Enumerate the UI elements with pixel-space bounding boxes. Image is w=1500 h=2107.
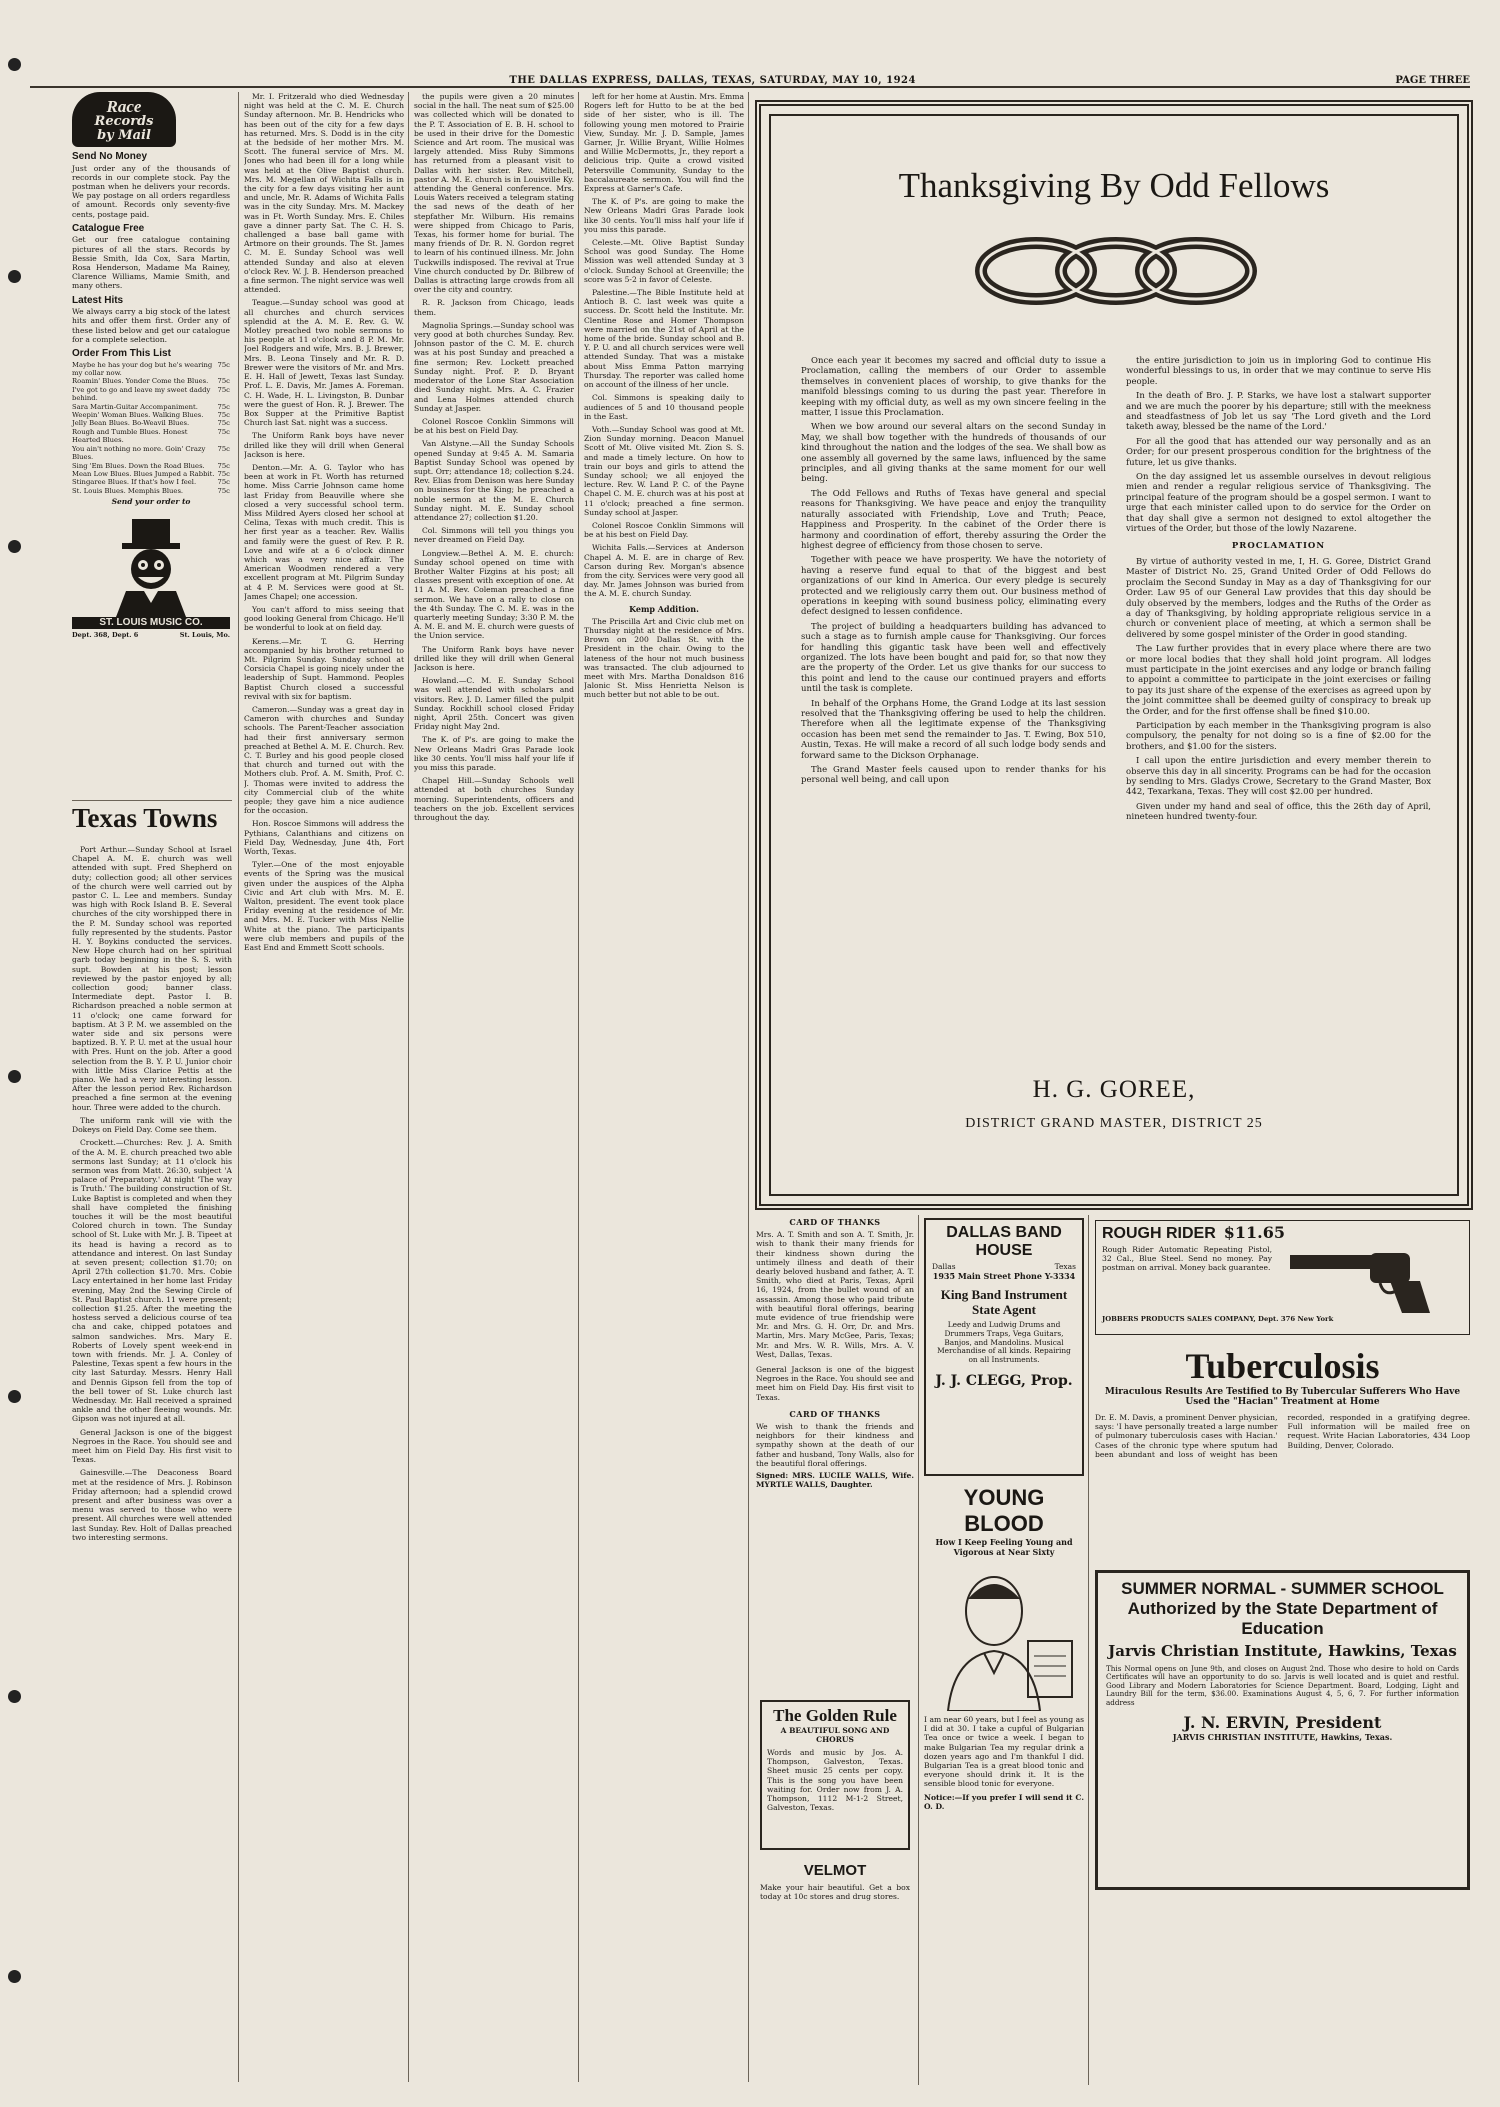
ad-subtitle: A BEAUTIFUL SONG AND CHORUS	[780, 1726, 890, 1744]
town-report-voth: Voth.—Sunday School was good at Mt. Zion Sunday morning. Deacon Manuel Scott of Mt. Olive visited Mt. Zion S. S. and made a timely lecture. On how to train our boys and girls to attend the Sunday school; we all enjoyed the lecture. Rev. W. Land P. C. of the Payne Chapel C. M. E. church was at his post at 11 o'clock; preached a fine sermon. Sunday school at Jasper.	[584, 424, 744, 517]
proclamation-paragraph: the entire jurisdiction to join us in imploring God to continue His wonderful blessings to us, in order that we may continue to serve His people.	[1126, 356, 1431, 387]
proclamation-paragraph: On the day assigned let us assemble ourselves in devout religious mien and render a regular religious service of Thanksgiving. The principal feature of the program should be a gospel sermon. I want to urge that each minister called upon to do service for the Order on that day shall give a sermon not designed to extol altogether the virtues of the Order, but those of the lowly Nazarene.	[1126, 472, 1431, 535]
proclamation-paragraph: In the death of Bro. J. P. Starks, we have lost a stalwart supporter and we are much the poorer by his departure; still with the meekness and steadfastness of Job let us say 'The Lord giveth and the Lord taketh away, blessed be the name of the Lord.'	[1126, 391, 1431, 433]
band-location	[932, 1262, 1076, 1271]
filler-notice: Col. Simmons is speaking daily to audiences of 5 and 10 thousand people in the East.	[584, 393, 744, 421]
texas-towns-heading: Texas Towns	[72, 803, 218, 833]
town-report-kerens: Kerens.—Mr. T. G. Herring accompanied by his brother returned to Mt. Pilgrim Sunday. Sunday school at Corsicia Chapel is going nicely under the leadership of Supt. Hammond. Peoples Baptist Church closed a successful revival with six for baptism.	[244, 636, 404, 701]
logo-text: Race	[106, 97, 142, 116]
song-price: 75c	[217, 444, 230, 453]
velmot-ad	[760, 1862, 910, 1962]
list-item	[72, 361, 230, 378]
logo-text: Records	[94, 114, 154, 129]
filler-notice: The uniform rank will vie with the Dokeys on Field Day. Come see them.	[72, 1115, 232, 1135]
ad-title: The Golden Rule	[773, 1706, 897, 1725]
song-title: You ain't nothing no more. Goin' Crazy Blues.	[72, 444, 206, 462]
column-rule	[578, 92, 579, 2082]
song-price: 75c	[217, 377, 230, 386]
proclamation-title: Thanksgiving By Odd Fellows	[898, 166, 1330, 205]
news-column-2	[244, 92, 404, 2087]
race-records-logo	[72, 92, 176, 147]
column-rule	[918, 1215, 919, 2085]
rough-rider-header	[1096, 1221, 1469, 1245]
catalogue-text: Get our free catalogue containing pictures of all the stars. Records by Bessie Smith, Ida Cox, Sara Martin, Rosa Henderson, Madame Ma Rainey, Clarence Williams, Mamie Smith, and many others.	[72, 235, 230, 291]
company-dept: Dept. 368, Dept. 6	[72, 631, 139, 640]
young-blood-ad	[924, 1485, 1084, 1965]
filler-notice: The Uniform Rank boys have never drilled like they will drill when General Jackson is here.	[244, 431, 404, 459]
town-report-cameron: Cameron.—Sunday was a great day in Cameron with churches and Sunday schools. The Parent-Teacher association had their first anniversary sermon preached at Bethel A. M. E. Church. Rev. C. T. Burley and his good people closed that church and turned out with the Mothers club. Prof. A. M. Smith, Prof. C. J. Thomas were invited to address the city Commercial club of the white people; they gave him a nice audience for the occasion.	[244, 705, 404, 816]
song-title: Maybe he has your dog but he's wearing my collar now.	[72, 360, 213, 378]
town-report-teague: Teague.—Sunday school was good at all churches and church services splendid at the A. M. E. Rev. G. W. Motley preached two noble sermons to his people at 11 o'clock and 8 P. M. Mr. Joel Rodgers and wife, Mrs. B. J. Brewer, Mrs. B. Leona Tinsely and Mr. R. D. Brewer were the visitors of Mr. and Mrs. E. H. Hall of Jewett, Texas last Sunday. Prof. L. E. Davis, Mr. James A. Foreman. C. H. Wade, H. L. Livingston, B. Dunbar were the guest of Hon. R. J. Brewer. The Box Supper at the Primitive Baptist Church last Sat. night was a success.	[244, 298, 404, 428]
song-title: Jelly Bean Blues. Bo-Weavil Blues.	[72, 419, 190, 428]
list-item	[72, 377, 230, 385]
column-rule	[238, 92, 239, 2082]
proclamation-paragraph: Participation by each member in the Thanksgiving program is also compulsory, the penalty for not doing so is a fine of $2.00 for the brothers, and $1.00 for the sisters.	[1126, 721, 1431, 752]
town-report-longview: Longview.—Bethel A. M. E. church: Sunday school opened on time with Brother Walter Fizgins at his post; all classes present with exception of one. At 11 A. M. Rev. Coleman preached a fine sermon. We have on a rally to close on the 4th Sunday. The C. M. E. was in the quarterly meeting Sunday; 3:30 P. M. the A. M. E. and M. E. church were guests of the Union service.	[414, 548, 574, 641]
filler-notice: Colonel Roscoe Conklin Simmons will be at his best on Field Day.	[414, 416, 574, 436]
send-no-money-heading: Send No Money	[72, 151, 148, 162]
song-title: I've got to go and leave my sweet daddy behind.	[72, 385, 211, 403]
song-price: 75c	[217, 486, 230, 495]
race-intro: Just order any of the thousands of records in our complete stock. Pay the postman when he delivers your records. We pay postage on all orders regardless of amount. Records only seventy-five cents, postage paid.	[72, 163, 230, 219]
ad-text: Dr. E. M. Davis, a prominent Denver physician, says: 'I have personally treated a large number of pulmonary tuberculosis cases with Hacian.' Cases of the chronic type where sputum had been abundant and loss of weight has been recorded, responded in a gratifying degree. Full information will be mailed free on request. Write Hacian Laboratories, 434 Loop Building, Denver, Colorado.	[1095, 1413, 1470, 1459]
binder-holes	[6, 0, 26, 2107]
song-title: Rough and Tumble Blues. Honest Hearted Blues.	[72, 427, 188, 445]
ad-subtitle: Miraculous Results Are Testified to By Tubercular Sufferers Who Have Used the "Hacian" Treatment at Home	[1104, 1387, 1461, 1407]
masthead-title: THE DALLAS EXPRESS, DALLAS, TEXAS, SATURDAY, MAY 10, 1924	[509, 75, 916, 86]
song-price: 75c	[217, 461, 230, 470]
list-item	[72, 419, 230, 427]
list-item	[72, 445, 230, 462]
tuberculosis-ad	[1095, 1345, 1470, 1560]
ad-title: Tuberculosis	[1185, 1346, 1380, 1386]
catalogue-heading: Catalogue Free	[72, 222, 145, 234]
song-title: St. Louis Blues. Memphis Blues.	[72, 486, 184, 495]
card-of-thanks-smith	[756, 1218, 914, 1688]
song-price: 75c	[217, 419, 230, 428]
list-item	[72, 403, 230, 411]
song-price: 75c	[217, 402, 230, 411]
signer-name: H. G. GOREE,	[1032, 1076, 1196, 1103]
song-price: 75c	[217, 478, 230, 487]
binder-hole	[8, 540, 21, 553]
list-item	[72, 411, 230, 419]
filler-notice: You can't afford to miss seeing that good looking General from Chicago. He'll be wonderful to look at on field day.	[244, 604, 404, 633]
town-report-palestine: Palestine.—The Bible Institute held at Antioch B. C. last week was quite a success. Dr. Scott held the Institute. Mr. Clentine Rose and Homer Thompson were married on the 21st of April at the home of the bride. Sunday school and B. Y. P. U. and all church services were well attended Sunday. That was a mistake about Miss Emma Patton marrying Thursday. The reporter was called home on account of the illness of her uncle.	[584, 288, 744, 390]
ad-text: This Normal opens on June 9th, and closes on August 2nd. Those who desire to hold on Cards Certificates will have an opportunity to do so. Jarvis is well located and is quiet and restful. Good Library and Modern Laboratories for Science Department. Board, Lodging, Light and Laundry Bill for the term, $36.00. Examinations August 4, 5, 6, 7. For further information address	[1106, 1664, 1459, 1707]
revolver-icon	[1280, 1245, 1450, 1315]
race-records-ad	[72, 92, 230, 812]
ad-text: Make your hair beautiful. Get a box today at 10c stores and drug stores.	[760, 1883, 910, 1902]
proclamation-paragraph: The project of building a headquarters building has advanced to such a stage as to furnish ample cause for Thanksgiving. Our forces for handling this gigantic task have been well and effectively organized. The lots have been bought and paid for, so that now they are the property of the Order. Let us give thanks for our success to this point and lend to the cause our continued prayers and efforts until the task is complete.	[801, 621, 1106, 695]
song-title: Mean Low Blues. Blues Jumped a Rabbit.	[72, 469, 215, 478]
mascot-figure-icon	[96, 517, 206, 617]
list-item	[72, 428, 230, 445]
logo-text: by Mail	[97, 128, 151, 143]
list-item	[72, 462, 230, 470]
filler-notice: General Jackson is one of the biggest Negroes in the Race. You should see and meet him on Field Day. His first visit to Texas.	[72, 1427, 232, 1465]
latest-hits-heading: Latest Hits	[72, 294, 124, 306]
song-price: 75c	[217, 469, 230, 478]
binder-hole	[8, 1070, 21, 1083]
town-report-denton: Denton.—Mr. A. G. Taylor who has been at work in Ft. Worth has returned home. Miss Carrie Johnson came home last Friday from Beauville where she closed a very successful school term. Miss Mildred Ayers closed her school at Celina, Texas with much credit. This is her first year as a teacher. Rev. Wallis and family were the guest of Rev. P. R. Love and wife at a 6 o'clock dinner which was a very nice affair. The American Woodmen rendered a very excellent program at Mt. Pilgrim Sunday at 4 P. M. Services were good at St. James Chapel; one accession.	[244, 462, 404, 601]
order-list-heading: Order From This List	[72, 348, 171, 360]
town-report-wichita-falls: Wichita Falls.—Services at Anderson Chapel A. M. E. are in charge of Rev. Carson during Rev. Morgan's absence from the city. Services were very good all day. Mr. James Johnson was buried from the A. M. E. church Sunday.	[584, 543, 744, 599]
list-item	[72, 478, 230, 486]
town-report-gainesville: Gainesville.—The Deaconess Board met at the residence of Mrs. J. Robinson Friday afternoon; had a splendid crowd present and after business was over a menu was served to those who were present. All churches were well attended last Sunday. Rev. Holt of Dallas preached two interesting sermons.	[72, 1468, 232, 1542]
ad-title: SUMMER NORMAL - SUMMER SCHOOL	[1121, 1579, 1444, 1598]
band-city: Dallas	[932, 1262, 956, 1271]
filler-notice: Hon. Roscoe Simmons will address the Pythians, Calanthians and citizens on Field Day, Wednesday, June 4th, Fort Worth, Texas.	[244, 819, 404, 857]
binder-hole	[8, 1970, 21, 1983]
ad-subtitle: How I Keep Feeling Young and Vigorous at Near Sixty	[935, 1537, 1073, 1557]
ad-title: ROUGH RIDER	[1102, 1225, 1216, 1242]
song-price: 75c	[217, 411, 230, 420]
song-title: Weepin' Woman Blues. Walking Blues.	[72, 411, 204, 420]
proclamation-paragraph: When we bow around our several altars on the second Sunday in May, we shall bow together with the hundreds of thousands of our kind throughout the nation and the lodges of the sea. We shall bow as one assembly all governed by the same laws, influenced by the same principles, and all giving thanks at the same moment for our well being.	[801, 422, 1106, 485]
rough-rider-ad	[1095, 1220, 1470, 1335]
town-report-port-arthur: Port Arthur.—Sunday School at Israel Chapel A. M. E. church was well attended with supt. Fred Shepherd on duty; collection good; all other services of the church were well carried out by pastor C. L. Lee and members. Sunday was high with Rock Island B. E. Several churches of the city worshipped there in the P. M. Sunday school was reported fully represented by the students. Pastor H. Y. Boykins conducted the services. New Hope church had on her spiritual garb today beginning in the S. S. with supt. Bowden at his post; lesson reviewed by the pastor enjoyed by all; collection good; banner class. Intermediate dept. Pastor I. B. Richardson preached a noble sermon at 11 o'clock; one came forward for baptism. At 3 P. M. we assembled on the water side and six persons were baptized. B. Y. P. U. met at the usual hour with Pres. Hunt on the job. After a good selection from the B. Y. P. U. Junior choir with little Miss Clarice Pettis at the piano. We had a very interesting lesson. After the lesson period Rev. Richardson preached a fine sermon at the evening hour. Three were added to the church.	[72, 845, 232, 1112]
rough-rider-body	[1096, 1245, 1469, 1315]
thanksgiving-proclamation-box	[755, 100, 1473, 1210]
proclamation-paragraph: Once each year it becomes my sacred and official duty to issue a Proclamation, calling the members of our Order to assemble themselves in convenient places of worship, to give thanks for the manifold blessings coming to us during the past year. Therefore in keeping with my official duty, as well as my own sincere feeling in the matter, I issue this Proclamation.	[801, 356, 1106, 419]
texas-towns-column	[72, 845, 232, 2090]
card-signed: Signed: MRS. LUCILE WALLS, Wife. MYRTLE WALLS, Daughter.	[756, 1471, 914, 1490]
song-title: Sing 'Em Blues. Down the Road Blues.	[72, 461, 205, 470]
company-city: St. Louis, Mo.	[179, 631, 230, 640]
band-address: 1935 Main Street Phone Y-3334	[932, 1271, 1076, 1281]
ad-title: YOUNG BLOOD	[963, 1485, 1045, 1536]
ad-text: Rough Rider Automatic Repeating Pistol, 32 Cal., Blue Steel. Send no money. Pay postman on arrival. Money back guarantee.	[1102, 1245, 1272, 1273]
kemp-addition-heading: Kemp Addition.	[629, 603, 699, 614]
proclamation-paragraph: For all the good that has attended our way personally and as an Order; for our present prosperous condition for the brightness of the future, let us give thanks.	[1126, 436, 1431, 468]
town-report-chapel-hill: Chapel Hill.—Sunday Schools well attended at both churches Sunday morning. Superintendents, officers and teachers on the job. Excellent services throughout the day.	[414, 776, 574, 823]
dallas-band-house-ad	[924, 1218, 1084, 1476]
latest-hits-text: We always carry a big stock of the latest hits and offer them first. Order any of these listed below and get our catalogue for a complete selection.	[72, 307, 230, 344]
ad-subtitle: Authorized by the State Department of Education	[1127, 1599, 1438, 1638]
news-paragraph: the pupils were given a 20 minutes social in the hall. The neat sum of $25.00 was collected which will be donated to the P. T. Association of E. B. H. school to be used in their drive for the Domestic Science and Art room. The musical was largely attended. Miss Ruby Simmons has returned from a pleasant visit to Dallas with her sister. Rev. Mitchell, pastor A. M. E. church is in Louisville Ky. attending the General conference. Mrs. Louis Waters received a telegram stating the sad news of the death of her stepfather Mr. Wilburn. His remains were shipped from Chicago to Paris, Texas, his former home for burial. The many friends of Dr. R. N. Gordon regret to learn of his continued illness. Mr. John Tuckwills indisposed. The revival at True Vine church conducted by Dr. Bilbrew of Dallas is attracting large crowds from all over the city and country.	[414, 92, 574, 295]
song-price: 75c	[217, 360, 230, 369]
school-address: JARVIS CHRISTIAN INSTITUTE, Hawkins, Texas.	[1172, 1732, 1393, 1743]
binder-hole	[8, 1690, 21, 1703]
company-address	[72, 631, 230, 640]
list-item	[72, 470, 230, 478]
town-report-crockett: Crockett.—Churches: Rev. J. A. Smith of the A. M. E. church preached two able sermons last Sunday; at 11 o'clock his sermon was from Matt. 26:30, subject 'A palace of Preparatory.' At night 'The way is Truth.' The building construction of St. Luke Baptist is completed and when they shall have completed the finishing touches it will be the most beautiful Colored church in town. The Sunday school of St. Luke with Mr. J. B. Tipeet at its head is having a record as to attendance and interest. On last Sunday at seven present; collection $1.70; on April 27th collection $1.70. Mrs. Cobie Lacy entertained in her home last Friday evening, May 2nd the Sewing Circle of St. Paul Baptist church. 11 were present; collection $1.25. After the meeting the hostess served a delicious course of tea cha and cake, chipped potatoes and salmon sandwiches. Mrs. Mary E. Roberts of Lovely spent week-end in town with friends. Mr. J. A. Conley of Palestine, Texas spent a few hours in the city last Saturday. Messrs. Henry Hall and Dennis Gipson fell from the top of the bell tower of St. Luke church last Wednesday. Mr. Hall received a sprained ankle and the other fleeing wounds. Mr. Gipson was not injured at all.	[72, 1138, 232, 1424]
proclamation-paragraph: Given under my hand and seal of office, this the 26th day of April, nineteen hundred twenty-four.	[1126, 801, 1431, 823]
portrait-man-icon	[924, 1561, 1084, 1711]
proclamation-paragraph: Together with peace we have prosperity. We have the notoriety of having a reserve fund equal to that of the biggest and best organizations of our kind in America. Our every pledge is securely protected and we religiously carry them out. Our business method of operations in keeping with sound business policy, eliminating every defect designed to lessen confidence.	[801, 555, 1106, 618]
song-title: Stingaree Blues. If that's how I feel.	[72, 478, 197, 487]
masthead-bar	[30, 68, 1470, 88]
binder-hole	[8, 270, 21, 283]
signer-title: DISTRICT GRAND MASTER, DISTRICT 25	[965, 1116, 1263, 1131]
news-paragraph: left for her home at Austin. Mrs. Emma Rogers left for Hutto to be at the bed side of her sister, who is ill. The following young men motored to Prairie View, Sunday. Mr. J. D. Sample, James Garner, Jr. Willie Bryant, Willie Holmes and Willie McDermotts, Jr., they report a delicious trip. Quite a crowd visited Petersville Community, Sunday to the baccalaureate sermon. You will find the Express at Garner's Cafe.	[584, 92, 744, 194]
filler-notice: R. R. Jackson from Chicago, leads them.	[414, 298, 574, 317]
proclamation-paragraph: The Grand Master feels caused upon to render thanks for his personal well being, and call upon	[801, 765, 1106, 786]
band-proprietor: J. J. CLEGG, Prop.	[935, 1372, 1073, 1389]
ad-text: Words and music by Jos. A. Thompson, Galveston, Texas. Sheet music 25 cents per copy. This is the song you have been waiting for. Order now from J. A. Thompson, 1112 M-1-2 Street, Galveston, Texas.	[767, 1748, 903, 1813]
band-state: Texas	[1054, 1262, 1076, 1271]
company-name-bar: ST. LOUIS MUSIC CO.	[72, 617, 230, 630]
filler-notice: Col. Simmons will tell you things you never dreamed on Field Day.	[414, 526, 574, 545]
card-heading: CARD OF THANKS	[789, 1408, 881, 1419]
send-order-line: Send your order to	[111, 497, 191, 507]
ad-title: DALLAS BAND HOUSE	[946, 1224, 1062, 1259]
town-report-kemp-addition: The Priscilla Art and Civic club met on Thursday night at the residence of Mrs. Brown on 200 Dallas St. with the President in the chair. Owing to the lateness of the hour not much business was transacted. The club adjourned to meet with Mrs. Martha Donaldson 816 Jalonic St. Miss Henrietta Nelson is much better but not able to be out.	[584, 616, 744, 700]
news-column-3	[414, 92, 574, 2087]
proclamation-paragraph: In behalf of the Orphans Home, the Grand Lodge at its last session resolved that the Thanksgiving offering be used to help the children. Therefore when all the legitimate expense of the Thanksgiving occasion has been met send the remainder to Jas. T. Ewing, Box 510, Austin, Texas. He will make a record of all such lodge body sends and forward same to the Dickson Orphanage.	[801, 698, 1106, 761]
ad-price: $11.65	[1223, 1223, 1286, 1242]
ad-notice: Notice:—If you prefer I will send it C. O. D.	[924, 1792, 1084, 1811]
news-paragraph: Mr. I. Fritzerald who died Wednesday night was held at the C. M. E. Church Sunday afternoon. Mr. B. Hendricks who has been out of the city for a few days has returned. Mrs. S. Dodd is in the city at the bedside of her mother Mrs. M. Scott. The funeral service of Mrs. M. Jones who had been ill for a long while was held at the Olive Baptist church. Mrs. M. Megellan of Wichita Falls is in the city for a few days visiting her aunt and uncle, Mr. R. Adams of Wichita Falls was in the city Sunday. Mrs. M. Mackey was in Ft. Worth Sunday. Mrs. E. Chiles gave a dinner party Sat. The C. H. S. challenged a base ball game with Artmore on their grounds. The St. James C. M. E. Sunday School was well attended Sunday and also at eleven o'clock Rev. W. J. B. Henderson preached a fine sermon. The night service was well attended.	[244, 92, 404, 295]
ad-text: I am near 60 years, but I feel as young as I did at 30. I take a cupful of Bulgarian Tea once or twice a week. I began to make Bulgarian Tea my regular drink a dozen years ago and I'm thankful I did. Bulgarian Tea is a great blood tonic and everyone should drink it. It is the sensible blood tonic for everyone.	[924, 1715, 1084, 1789]
town-report-magnolia-springs: Magnolia Springs.—Sunday school was very good at both churches Sunday. Rev. Johnson pastor of the C. M. E. church was at his post Sunday and preached a fine sermon; Rev. Lockett preached Sunday night. Prof. P. D. Bryant moderator of the Lone Star Association died Sunday night. Mrs. A. C. Frazier and Lena Holmes attended church Sunday at Jasper.	[414, 320, 574, 413]
song-title: Roamin' Blues. Yonder Come the Blues.	[72, 377, 209, 386]
binder-hole	[8, 58, 21, 71]
page-number: PAGE THREE	[1395, 75, 1470, 86]
filler-notice: General Jackson is one of the biggest Negroes in the Race. You should see and meet him on Field Day. His first visit to Texas.	[756, 1365, 914, 1402]
town-report-van-alstyne: Van Alstyne.—All the Sunday Schools opened Sunday at 9:45 A. M. Samaria Baptist Sunday School was opened by supt. Orr; attendance 18; collection $.24. Rev. Elias from Denison was here Sunday on business for the King; he preached a noble sermon at the M. E. Church Sunday night. M. E. Sunday school attendance 27; collection $1.20.	[414, 439, 574, 522]
golden-rule-ad	[760, 1700, 910, 1850]
band-description: Leedy and Ludwig Drums and Drummers Traps, Vega Guitars, Banjos, and Mandolins. Musical Merchandise of all kinds. Repairing on all Instruments.	[937, 1320, 1071, 1365]
card-text: Mrs. A. T. Smith and son A. T. Smith, Jr. wish to thank their many friends for their kindness shown during the untimely illness and death of their dearly beloved husband and father, A. T. Smith, who died at Paris, Texas, April 16, 1924, from the bullet wound of an assassin. Among those who paid tribute with beautiful floral offerings, bearing mute evidence of true friendship were Mr. and Mrs. G. H. Orr, Dr. and Mrs. Martin, Mrs. Mary McGee, Paris, Texas; Mr. and Mrs. W. R. Wills, Mrs. A. V. West, Dallas, Texas.	[756, 1230, 914, 1359]
song-title: Sara Martin-Guitar Accompaniment.	[72, 402, 198, 411]
card-heading: CARD OF THANKS	[789, 1218, 881, 1227]
proclamation-paragraph: By virtue of authority vested in me, I, H. G. Goree, District Grand Master of District No. 25, Grand United Order of Odd Fellows do proclaim the Second Sunday in May as a day of Thanksgiving for our Order. Law 95 of our General Law provides that this day should be duly observed by the members, lodges and the Ruths of the Order as a day of Thanksgiving, by holding appropriate religious service in a church or convenient place of meeting, at which a sermon shall be delivered by some gospel minister of the Order in good standing.	[1126, 556, 1431, 640]
binder-hole	[8, 1390, 21, 1403]
column-rule	[748, 92, 749, 2082]
school-president: J. N. ERVIN, President	[1183, 1713, 1382, 1733]
proclamation-left-column	[801, 356, 1106, 1056]
section-divider	[72, 800, 232, 801]
proclamation-paragraph: I call upon the entire jurisdiction and every member therein to observe this day in all sincerity. Programs can be had for the occasion by sending to Mrs. Gladys Crowe, Secretary to the Grand Master, Box 442, Texarkana, Texas. They will cost $2.00 per hundred.	[1126, 756, 1431, 798]
proclamation-paragraph: The Odd Fellows and Ruths of Texas have general and special reasons for Thanksgiving. We have peace and enjoy the tranquility naturally associated with Friendship, Love and Truth; Peace, Happiness and Prosperity. In the cabinet of the Order there is harmony and coordination of effort, thereby assuring the Order the highest degree of efficiency from those chosen to serve.	[801, 488, 1106, 551]
filler-notice: The Uniform Rank boys have never drilled like they will drill when General Jackson is here.	[414, 644, 574, 672]
town-report-howland: Howland.—C. M. E. Sunday School was well attended with scholars and visitors. Rev. J. D. Lamer filled the pulpit Sunday. Rockhill school closed Friday night, April 25th. Concert was given Friday night May 2nd.	[414, 676, 574, 732]
ad-company: JOBBERS PRODUCTS SALES COMPANY, Dept. 376 New York	[1102, 1315, 1334, 1323]
proclamation-subheading: PROCLAMATION	[1231, 540, 1326, 551]
news-column-4	[584, 92, 744, 2087]
song-price: 75c	[217, 427, 230, 436]
list-item	[72, 487, 230, 495]
filler-notice: Colonel Roscoe Conklin Simmons will be at his best on Field Day.	[584, 520, 744, 540]
proclamation-right-column	[1126, 356, 1431, 1056]
town-report-celeste: Celeste.—Mt. Olive Baptist Sunday School was good Sunday. The Home Mission was well attended Sunday at 3 o'clock. Sunday School at Greenville; the score was 5-2 in favor of Celeste.	[584, 238, 744, 284]
song-list	[72, 361, 230, 496]
list-item	[72, 386, 230, 403]
filler-notice: The K. of P's. are going to make the New Orleans Madri Gras Parade look like 30 cents. You'll miss half your life if you miss this parade.	[414, 735, 574, 773]
three-links-chain-icon	[966, 226, 1266, 316]
column-rule	[408, 92, 409, 2082]
filler-notice: The K. of P's. are going to make the New Orleans Madri Gras Parade look like 30 cents. You'll miss half your life if you miss this parade.	[584, 197, 744, 234]
town-report-tyler: Tyler.—One of the most enjoyable events of the Spring was the musical given under the auspices of the Alpha Civic and Art club with Mrs. M. E. Walton, president. The event took place Friday evening at the residence of Mr. and Mrs. M. E. Tucker with Miss Nellie White at the piano. The participants were club members and pupils of the East End and Emmett Scott schools.	[244, 860, 404, 953]
ad-title: VELMOT	[803, 1862, 867, 1879]
summer-school-ad	[1095, 1570, 1470, 1890]
proclamation-paragraph: The Law further provides that in every place where there are two or more local bodies that they shall hold joint program. All lodges must participate in the joint exercises and any lodge or branch failing to appoint a committee to participate in the joint exercises or failing to pay its just share of the expense of the exercises as agreed upon by the joint committee shall be deemed guilty of conspiracy to break up the Order, and for the first offense shall be fined $10.00.	[1126, 644, 1431, 717]
card-text: We wish to thank the friends and neighbors for their kindness and sympathy shown at the death of our father and husband, Tony Walls, also for the beautiful floral offerings.	[756, 1422, 914, 1468]
school-name: Jarvis Christian Institute, Hawkins, Texas	[1108, 1642, 1457, 1660]
song-price: 75c	[217, 385, 230, 394]
band-agent-title: King Band Instrument State Agent	[940, 1287, 1068, 1317]
column-rule	[1088, 1215, 1089, 2085]
